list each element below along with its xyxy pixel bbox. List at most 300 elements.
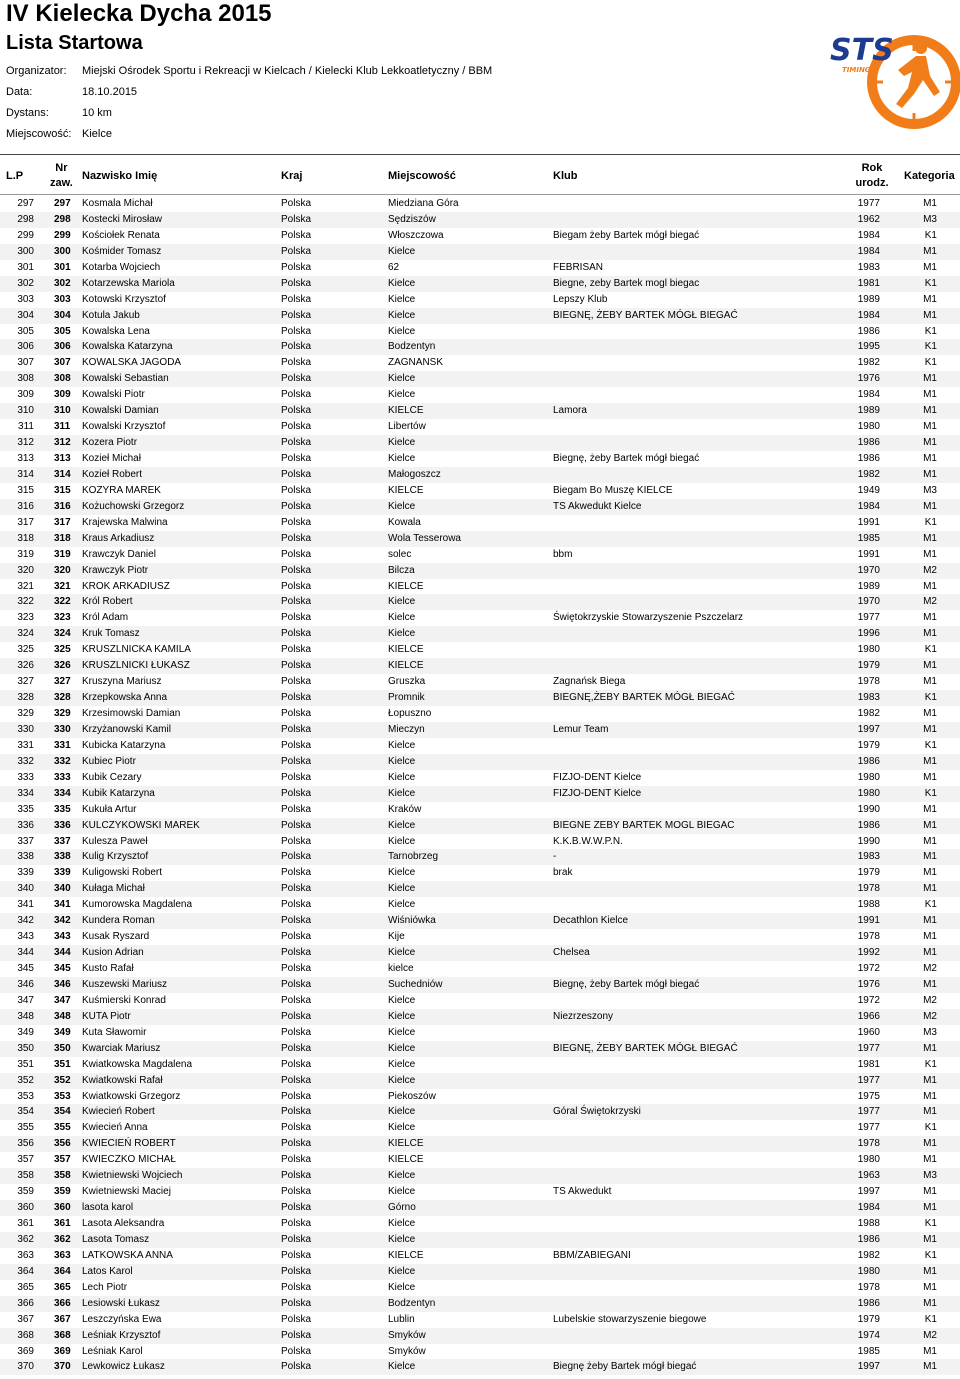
table-row — [0, 1168, 960, 1184]
table-row — [0, 754, 960, 770]
cell-birth-year: 1984 — [857, 245, 880, 257]
cell-country: Polska — [281, 596, 312, 608]
cell-city: Kielce — [388, 612, 416, 624]
cell-bib-number: 300 — [54, 245, 71, 257]
cell-birth-year: 1986 — [857, 453, 880, 464]
cell-birth-year: 1976 — [857, 978, 880, 990]
cell-birth-year: 1974 — [857, 1329, 880, 1341]
cell-category: K1 — [924, 1058, 937, 1070]
cell-lp: 322 — [17, 596, 34, 608]
cell-country: Polska — [281, 405, 312, 417]
cell-club: brak — [553, 867, 573, 879]
cell-country: Polska — [281, 851, 312, 863]
cell-category: M1 — [923, 978, 937, 990]
cell-category: M1 — [923, 612, 937, 624]
cell-bib-number: 315 — [54, 484, 71, 496]
cell-country: Polska — [281, 1281, 312, 1293]
cell-city: Kielce — [388, 1010, 416, 1022]
cell-country: Polska — [281, 1202, 312, 1214]
table-row — [0, 658, 960, 674]
cell-country: Polska — [281, 1138, 312, 1150]
cell-bib-number: 357 — [54, 1154, 71, 1166]
cell-name: Kruszyna Mariusz — [82, 676, 162, 688]
cell-city: Kielce — [388, 1281, 416, 1293]
cell-category: M1 — [923, 468, 937, 480]
cell-country: Polska — [281, 644, 312, 656]
cell-category: M1 — [923, 755, 937, 767]
cell-name: Kulesza Paweł — [82, 835, 148, 847]
cell-club: K.K.B.W.W.P.N. — [553, 835, 623, 847]
cell-country: Polska — [281, 660, 312, 672]
cell-club: FIZJO-DENT Kielce — [553, 787, 642, 799]
cell-name: Kośmider Tomasz — [82, 245, 162, 257]
cell-city: Kielce — [388, 883, 416, 895]
cell-country: Polska — [281, 867, 312, 879]
cell-category: M3 — [923, 1170, 937, 1182]
cell-bib-number: 360 — [54, 1202, 71, 1214]
cell-lp: 343 — [17, 931, 34, 943]
cell-birth-year: 1982 — [857, 708, 880, 719]
cell-club: TS Akwedukt — [553, 1186, 612, 1198]
table-row — [0, 977, 960, 993]
cell-category: M1 — [923, 548, 937, 560]
cell-lp: 315 — [17, 484, 34, 496]
cell-lp: 325 — [17, 644, 34, 656]
cell-country: Polska — [281, 293, 312, 305]
cell-birth-year: 1986 — [857, 437, 880, 449]
cell-name: Lesiowski Łukasz — [82, 1297, 160, 1309]
cell-birth-year: 1979 — [857, 867, 880, 879]
cell-category: M2 — [923, 564, 937, 576]
cell-lp: 354 — [17, 1106, 34, 1118]
cell-city: Kraków — [388, 803, 422, 815]
table-row — [0, 355, 960, 371]
cell-city: KIELCE — [388, 644, 424, 656]
cell-category: M1 — [923, 580, 937, 592]
cell-city: Kielce — [388, 771, 416, 783]
cell-city: Kielce — [388, 867, 416, 879]
cell-category: M1 — [923, 309, 937, 321]
cell-country: Polska — [281, 532, 312, 544]
cell-lp: 297 — [17, 198, 34, 209]
cell-category: K1 — [924, 1249, 937, 1261]
table-row — [0, 435, 960, 451]
cell-lp: 300 — [17, 245, 34, 257]
cell-city: KIELCE — [388, 580, 424, 592]
cell-country: Polska — [281, 803, 312, 815]
cell-club: BIEGNĘ,ŻEBY BARTEK MÓGŁ BIEGAĆ — [553, 692, 735, 704]
cell-name: Krawczyk Daniel — [82, 548, 156, 560]
cell-lp: 320 — [17, 564, 34, 576]
cell-country: Polska — [281, 564, 312, 576]
header-bottom-rule — [0, 194, 960, 195]
table-row — [0, 802, 960, 818]
cell-lp: 357 — [17, 1154, 34, 1166]
cell-birth-year: 1972 — [857, 963, 880, 974]
location-label: Miejscowość: — [6, 128, 72, 140]
cell-country: Polska — [281, 1361, 312, 1373]
cell-city: Smyków — [388, 1329, 426, 1341]
cell-name: Kwiecień Anna — [82, 1122, 148, 1134]
cell-country: Polska — [281, 484, 312, 496]
cell-country: Polska — [281, 1186, 312, 1198]
cell-country: Polska — [281, 341, 312, 353]
cell-lp: 311 — [18, 421, 34, 433]
cell-category: K1 — [924, 516, 937, 528]
cell-birth-year: 1978 — [857, 676, 880, 688]
cell-club: BIEGNĘ, ŻEBY BARTEK MÓGŁ BIEGAĆ — [553, 1042, 738, 1054]
cell-city: Kielce — [388, 947, 416, 959]
cell-bib-number: 321 — [54, 580, 71, 592]
cell-bib-number: 328 — [54, 692, 71, 704]
table-row — [0, 881, 960, 897]
cell-club: - — [553, 851, 557, 863]
cell-name: Kożuchowski Grzegorz — [82, 500, 185, 512]
cell-birth-year: 1984 — [857, 309, 880, 321]
cell-bib-number: 323 — [54, 612, 71, 624]
cell-club: Lepszy Klub — [553, 293, 608, 305]
cell-category: M2 — [923, 596, 937, 608]
cell-city: Kowala — [388, 516, 421, 528]
cell-lp: 340 — [17, 883, 34, 895]
cell-birth-year: 1982 — [857, 1249, 880, 1261]
table-row — [0, 897, 960, 913]
cell-country: Polska — [281, 1122, 312, 1134]
cell-category: M1 — [923, 1154, 937, 1166]
cell-bib-number: 322 — [54, 596, 71, 608]
cell-category: M1 — [923, 198, 937, 209]
cell-name: KULCZYKOWSKI MAREK — [82, 819, 200, 831]
cell-name: Kwiatkowski Rafał — [82, 1074, 163, 1086]
cell-country: Polska — [281, 325, 312, 337]
cell-name: Kowalski Piotr — [82, 389, 145, 401]
cell-birth-year: 1980 — [857, 771, 880, 783]
cell-city: Kielce — [388, 1058, 416, 1070]
cell-bib-number: 348 — [54, 1010, 71, 1022]
cell-birth-year: 1984 — [857, 500, 880, 512]
col-header-kategoria: Kategoria — [904, 169, 955, 182]
distance-label: Dystans: — [6, 107, 49, 119]
date-value: 18.10.2015 — [82, 86, 138, 98]
cell-category: M1 — [923, 1186, 937, 1198]
table-row — [0, 1312, 960, 1328]
sts-timing-logo — [826, 24, 960, 136]
table-row — [0, 1073, 960, 1089]
cell-name: KUTA Piotr — [82, 1010, 131, 1022]
table-row — [0, 403, 960, 419]
cell-name: Kwiatkowska Magdalena — [82, 1058, 193, 1070]
cell-bib-number: 341 — [54, 899, 71, 911]
cell-city: KIELCE — [388, 484, 424, 496]
cell-city: Wiśniówka — [388, 915, 436, 927]
cell-bib-number: 320 — [54, 564, 71, 576]
cell-category: M1 — [923, 1281, 937, 1293]
table-row — [0, 1152, 960, 1168]
cell-birth-year: 1986 — [857, 1297, 880, 1309]
cell-lp: 316 — [17, 500, 34, 512]
cell-city: Kielce — [388, 1218, 416, 1229]
cell-lp: 342 — [17, 915, 34, 927]
cell-lp: 303 — [17, 293, 34, 305]
table-row — [0, 308, 960, 324]
cell-bib-number: 355 — [54, 1122, 71, 1134]
cell-bib-number: 366 — [54, 1297, 71, 1309]
cell-country: Polska — [281, 213, 312, 225]
cell-name: Kozera Piotr — [82, 437, 138, 449]
cell-bib-number: 301 — [54, 261, 71, 273]
cell-birth-year: 1986 — [857, 325, 880, 337]
cell-birth-year: 1980 — [857, 421, 880, 433]
cell-city: Kielce — [388, 1265, 416, 1277]
cell-lp: 346 — [17, 978, 34, 990]
cell-lp: 341 — [17, 899, 34, 911]
cell-city: KIELCE — [388, 1154, 424, 1166]
table-row — [0, 1344, 960, 1360]
organizer-value: Miejski Ośrodek Sportu i Rekreacji w Kielcach / Kielecki Klub Lekkoatletyczny / BBM — [82, 65, 493, 77]
cell-city: Kielce — [388, 596, 416, 608]
cell-bib-number: 370 — [54, 1361, 71, 1373]
organizer-label: Organizator: — [6, 65, 67, 77]
cell-city: kielce — [388, 963, 414, 974]
cell-country: Polska — [281, 947, 312, 959]
cell-name: lasota karol — [82, 1202, 134, 1214]
cell-country: Polska — [281, 771, 312, 783]
cell-birth-year: 1980 — [857, 1265, 880, 1277]
cell-bib-number: 336 — [54, 819, 71, 831]
table-row — [0, 849, 960, 865]
cell-country: Polska — [281, 1090, 312, 1102]
table-row — [0, 626, 960, 642]
cell-lp: 298 — [17, 213, 34, 225]
cell-lp: 333 — [17, 771, 34, 783]
cell-city: Kielce — [388, 245, 416, 257]
cell-city: Libertów — [388, 421, 426, 433]
cell-category: M1 — [923, 723, 937, 735]
cell-category: K1 — [924, 692, 937, 704]
cell-name: Kowalska Katarzyna — [82, 341, 173, 353]
cell-lp: 331 — [17, 739, 34, 751]
cell-birth-year: 1979 — [857, 660, 880, 672]
cell-bib-number: 351 — [54, 1058, 71, 1070]
cell-name: KRUSZLNICKI ŁUKASZ — [82, 660, 190, 672]
cell-city: Kielce — [388, 500, 416, 512]
cell-club: BIEGNE ZEBY BARTEK MOGL BIEGAC — [553, 819, 735, 831]
cell-birth-year: 1989 — [857, 580, 880, 592]
cell-country: Polska — [281, 229, 312, 241]
cell-city: Kielce — [388, 835, 416, 847]
cell-country: Polska — [281, 277, 312, 289]
cell-bib-number: 352 — [54, 1074, 71, 1086]
cell-bib-number: 332 — [54, 755, 71, 767]
cell-lp: 332 — [17, 755, 34, 767]
cell-bib-number: 311 — [54, 421, 71, 433]
cell-name: Kraus Arkadiusz — [82, 532, 155, 544]
cell-category: M1 — [923, 245, 937, 257]
cell-name: Kwietniewski Wojciech — [82, 1170, 183, 1182]
cell-category: M1 — [923, 1138, 937, 1150]
cell-name: KRUSZLNICKA KAMILA — [82, 644, 191, 656]
cell-lp: 306 — [17, 341, 34, 353]
cell-name: KOWALSKA JAGODA — [82, 357, 182, 369]
cell-category: M1 — [923, 1361, 937, 1373]
cell-country: Polska — [281, 437, 312, 449]
cell-category: M1 — [923, 437, 937, 449]
start-list-table — [0, 196, 960, 1375]
cell-lp: 327 — [17, 676, 34, 688]
cell-bib-number: 347 — [54, 994, 71, 1006]
cell-bib-number: 327 — [54, 676, 71, 688]
table-row — [0, 324, 960, 340]
cell-country: Polska — [281, 453, 312, 464]
cell-lp: 358 — [17, 1170, 34, 1182]
cell-club: BIEGNĘ, ŻEBY BARTEK MÓGŁ BIEGAĆ — [553, 309, 738, 321]
cell-birth-year: 1980 — [857, 1154, 880, 1166]
cell-bib-number: 349 — [54, 1026, 71, 1038]
cell-bib-number: 343 — [54, 931, 71, 943]
cell-birth-year: 1978 — [857, 883, 880, 895]
cell-name: LATKOWSKA ANNA — [82, 1249, 173, 1261]
cell-city: Kielce — [388, 628, 416, 640]
cell-name: KWIECIEŃ ROBERT — [82, 1138, 176, 1150]
cell-city: Kielce — [388, 1042, 416, 1054]
cell-lp: 350 — [17, 1042, 34, 1054]
cell-country: Polska — [281, 963, 312, 974]
cell-lp: 324 — [17, 628, 34, 640]
table-row — [0, 1184, 960, 1200]
cell-birth-year: 1984 — [857, 229, 880, 241]
cell-city: Kielce — [388, 437, 416, 449]
cell-club: Lemur Team — [553, 723, 609, 735]
cell-club: Biegam Bo Muszę KIELCE — [553, 484, 673, 496]
cell-name: Kuśmierski Konrad — [82, 994, 166, 1006]
cell-country: Polska — [281, 723, 312, 735]
cell-bib-number: 299 — [54, 229, 71, 241]
cell-category: K1 — [924, 1122, 937, 1134]
cell-category: M1 — [923, 819, 937, 831]
cell-name: Kowalska Lena — [82, 325, 150, 337]
cell-country: Polska — [281, 1218, 312, 1229]
cell-city: Kielce — [388, 1233, 416, 1245]
table-row — [0, 945, 960, 961]
cell-birth-year: 1991 — [857, 548, 880, 560]
cell-country: Polska — [281, 676, 312, 688]
cell-name: Kwiatkowski Grzegorz — [82, 1090, 181, 1102]
cell-country: Polska — [281, 1313, 312, 1325]
cell-country: Polska — [281, 580, 312, 592]
cell-bib-number: 364 — [54, 1265, 71, 1277]
cell-lp: 368 — [17, 1329, 34, 1341]
cell-bib-number: 362 — [54, 1233, 71, 1245]
cell-category: M1 — [923, 1297, 937, 1309]
cell-lp: 323 — [17, 612, 34, 624]
cell-lp: 359 — [17, 1186, 34, 1198]
col-header-nr: Nr zaw. — [50, 162, 73, 189]
cell-bib-number: 334 — [54, 787, 71, 799]
runner-icon — [896, 42, 940, 108]
cell-category: M1 — [923, 708, 937, 719]
cell-lp: 366 — [17, 1297, 34, 1309]
cell-bib-number: 307 — [54, 357, 71, 369]
cell-city: Kielce — [388, 325, 416, 337]
cell-category: M1 — [923, 261, 937, 273]
cell-birth-year: 1960 — [857, 1026, 880, 1038]
cell-country: Polska — [281, 994, 312, 1006]
cell-country: Polska — [281, 1170, 312, 1182]
table-row — [0, 610, 960, 626]
cell-bib-number: 312 — [54, 437, 71, 449]
table-row — [0, 674, 960, 690]
cell-name: Krzyżanowski Kamil — [82, 723, 171, 735]
table-row — [0, 563, 960, 579]
cell-category: M1 — [923, 947, 937, 959]
table-row — [0, 818, 960, 834]
cell-category: M1 — [923, 1202, 937, 1214]
cell-bib-number: 350 — [54, 1042, 71, 1054]
cell-bib-number: 363 — [54, 1249, 71, 1261]
cell-country: Polska — [281, 1074, 312, 1086]
cell-country: Polska — [281, 1058, 312, 1070]
cell-birth-year: 1966 — [857, 1010, 880, 1022]
cell-name: Kotarzewska Mariola — [82, 277, 175, 289]
cell-bib-number: 369 — [54, 1345, 71, 1357]
cell-name: Kusto Rafał — [82, 963, 134, 974]
cell-name: Kułaga Michał — [82, 883, 145, 895]
cell-category: M1 — [923, 771, 937, 783]
table-row — [0, 228, 960, 244]
cell-category: M1 — [923, 532, 937, 544]
cell-city: Lublin — [388, 1313, 415, 1325]
table-row — [0, 834, 960, 850]
cell-birth-year: 1977 — [857, 1122, 880, 1134]
header-top-rule — [0, 154, 960, 155]
cell-lp: 304 — [17, 309, 34, 321]
cell-birth-year: 1970 — [857, 564, 880, 576]
cell-city: KIELCE — [388, 1249, 424, 1261]
cell-city: Łopuszno — [388, 708, 432, 719]
cell-category: M3 — [923, 213, 937, 225]
cell-name: Leszczyńska Ewa — [82, 1313, 162, 1325]
cell-bib-number: 329 — [54, 708, 71, 719]
cell-country: Polska — [281, 1249, 312, 1261]
cell-bib-number: 344 — [54, 947, 71, 959]
table-row — [0, 276, 960, 292]
cell-lp: 364 — [17, 1265, 34, 1277]
page-title: IV Kielecka Dycha 2015 — [6, 0, 272, 27]
cell-country: Polska — [281, 899, 312, 911]
table-row — [0, 1200, 960, 1216]
cell-birth-year: 1989 — [857, 293, 880, 305]
cell-country: Polska — [281, 755, 312, 767]
cell-category: M1 — [923, 1345, 937, 1357]
cell-lp: 344 — [17, 947, 34, 959]
cell-club: Lamora — [553, 405, 587, 417]
cell-birth-year: 1985 — [857, 1345, 880, 1357]
table-row — [0, 961, 960, 977]
cell-bib-number: 309 — [54, 389, 71, 401]
cell-bib-number: 303 — [54, 293, 71, 305]
cell-bib-number: 339 — [54, 867, 71, 879]
cell-category: M2 — [923, 994, 937, 1006]
cell-category: M1 — [923, 676, 937, 688]
cell-country: Polska — [281, 245, 312, 257]
table-row — [0, 467, 960, 483]
table-row — [0, 260, 960, 276]
cell-country: Polska — [281, 819, 312, 831]
cell-lp: 312 — [17, 437, 34, 449]
cell-city: Kielce — [388, 1106, 416, 1118]
cell-category: K1 — [924, 357, 937, 369]
cell-birth-year: 1992 — [857, 947, 880, 959]
